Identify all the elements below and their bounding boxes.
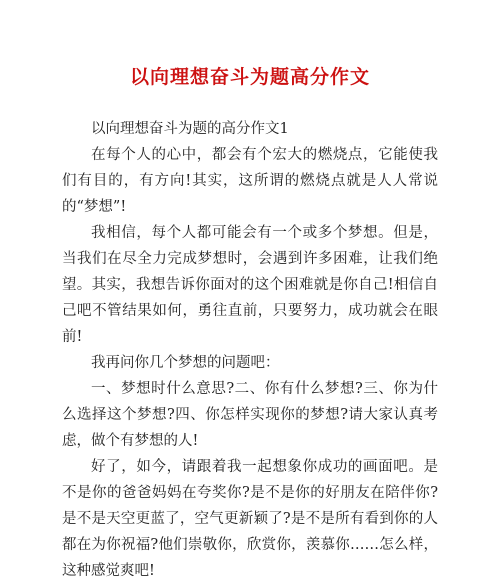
paragraph: 好了，如今，请跟着我一起想象你成功的画面吧。是不是你的爸爸妈妈在夸奖你?是不是你的好朋友在陪伴你?是不是天空更蓝了，空气更新颖了?是不是所有看到你的人都在为你祝福?他们崇敬你，欣赏你，羡慕你……怎么样，这种感觉爽吧!: [62, 459, 438, 579]
document-title: 以向理想奋斗为题高分作文: [129, 66, 370, 88]
paragraph: 我相信，每个人都可能会有一个或多个梦想。但是，当我们在尽全力完成梦想时，会遇到许多困难，让我们绝望。其实，我想告诉你面对的这个困难就是你自己!相信自己吧不管结果如何，勇往直前，只要努力，成功就会在眼前!: [62, 225, 438, 345]
paragraph: 一、梦想时什么意思?二、你有什么梦想?三、你为什么选择这个梦想?四、你怎样实现你的梦想?请大家认真考虑，做个有梦想的人!: [62, 381, 438, 449]
document-body: [62, 116, 438, 584]
paragraph: 我再问你几个梦想的问题吧：: [91, 355, 280, 371]
paragraph: 在每个人的心中，都会有个宏大的燃烧点，它能使我们有目的，有方向!其实，这所谓的燃烧点就是人人常说的“梦想”!: [62, 147, 438, 215]
subtitle-paragraph: 以向理想奋斗为题的高分作文1: [91, 121, 289, 137]
